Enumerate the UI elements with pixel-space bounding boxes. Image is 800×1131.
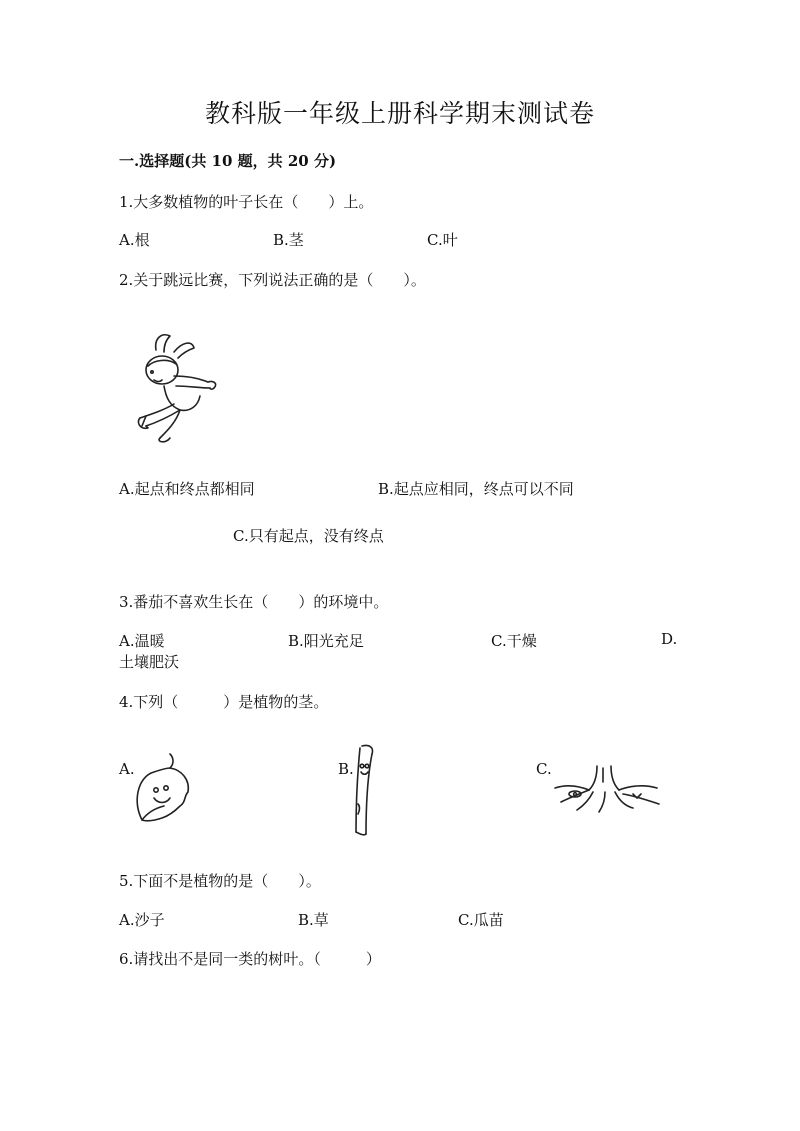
jumping-child-drawing [124, 330, 224, 445]
question-4-option-b: B. [338, 760, 354, 778]
question-2-stem: 2.关于跳远比赛，下列说法正确的是（ ）。 [119, 271, 426, 289]
question-3-option-b: B.阳光充足 [288, 632, 364, 650]
question-4-option-c: C. [536, 760, 552, 778]
question-3-option-d-text: 土壤肥沃 [119, 653, 180, 671]
question-3-option-a: A.温暖 [119, 632, 165, 650]
question-3-option-c: C.干燥 [491, 632, 537, 650]
section-heading: 一.选择题(共 10 题，共 20 分) [119, 152, 337, 170]
leaf-drawing [134, 752, 194, 824]
stem-drawing [348, 744, 384, 836]
root-drawing [553, 764, 661, 814]
question-4-stem: 4.下列（ ）是植物的茎。 [119, 693, 329, 711]
question-5-option-c: C.瓜苗 [458, 911, 504, 929]
page-title: 教科版一年级上册科学期末测试卷 [204, 99, 595, 128]
question-2-option-b: B.起点应相同，终点可以不同 [378, 480, 574, 498]
question-1-stem: 1.大多数植物的叶子长在（ ）上。 [119, 193, 374, 211]
question-4-option-a: A. [119, 760, 135, 778]
question-3-option-d: D. [661, 630, 678, 648]
question-5-option-b: B.草 [298, 911, 329, 929]
question-5-option-a: A.沙子 [119, 911, 165, 929]
question-1-option-c: C.叶 [427, 231, 458, 249]
question-1-option-b: B.茎 [273, 231, 304, 249]
question-2-option-c: C.只有起点，没有终点 [233, 527, 384, 545]
question-3-stem: 3.番茄不喜欢生长在（ ）的环境中。 [119, 593, 389, 611]
question-5-stem: 5.下面不是植物的是（ ）。 [119, 872, 321, 890]
question-1-option-a: A.根 [119, 231, 150, 249]
question-6-stem: 6.请找出不是同一类的树叶。（ ） [119, 950, 381, 968]
question-2-option-a: A.起点和终点都相同 [119, 480, 255, 498]
